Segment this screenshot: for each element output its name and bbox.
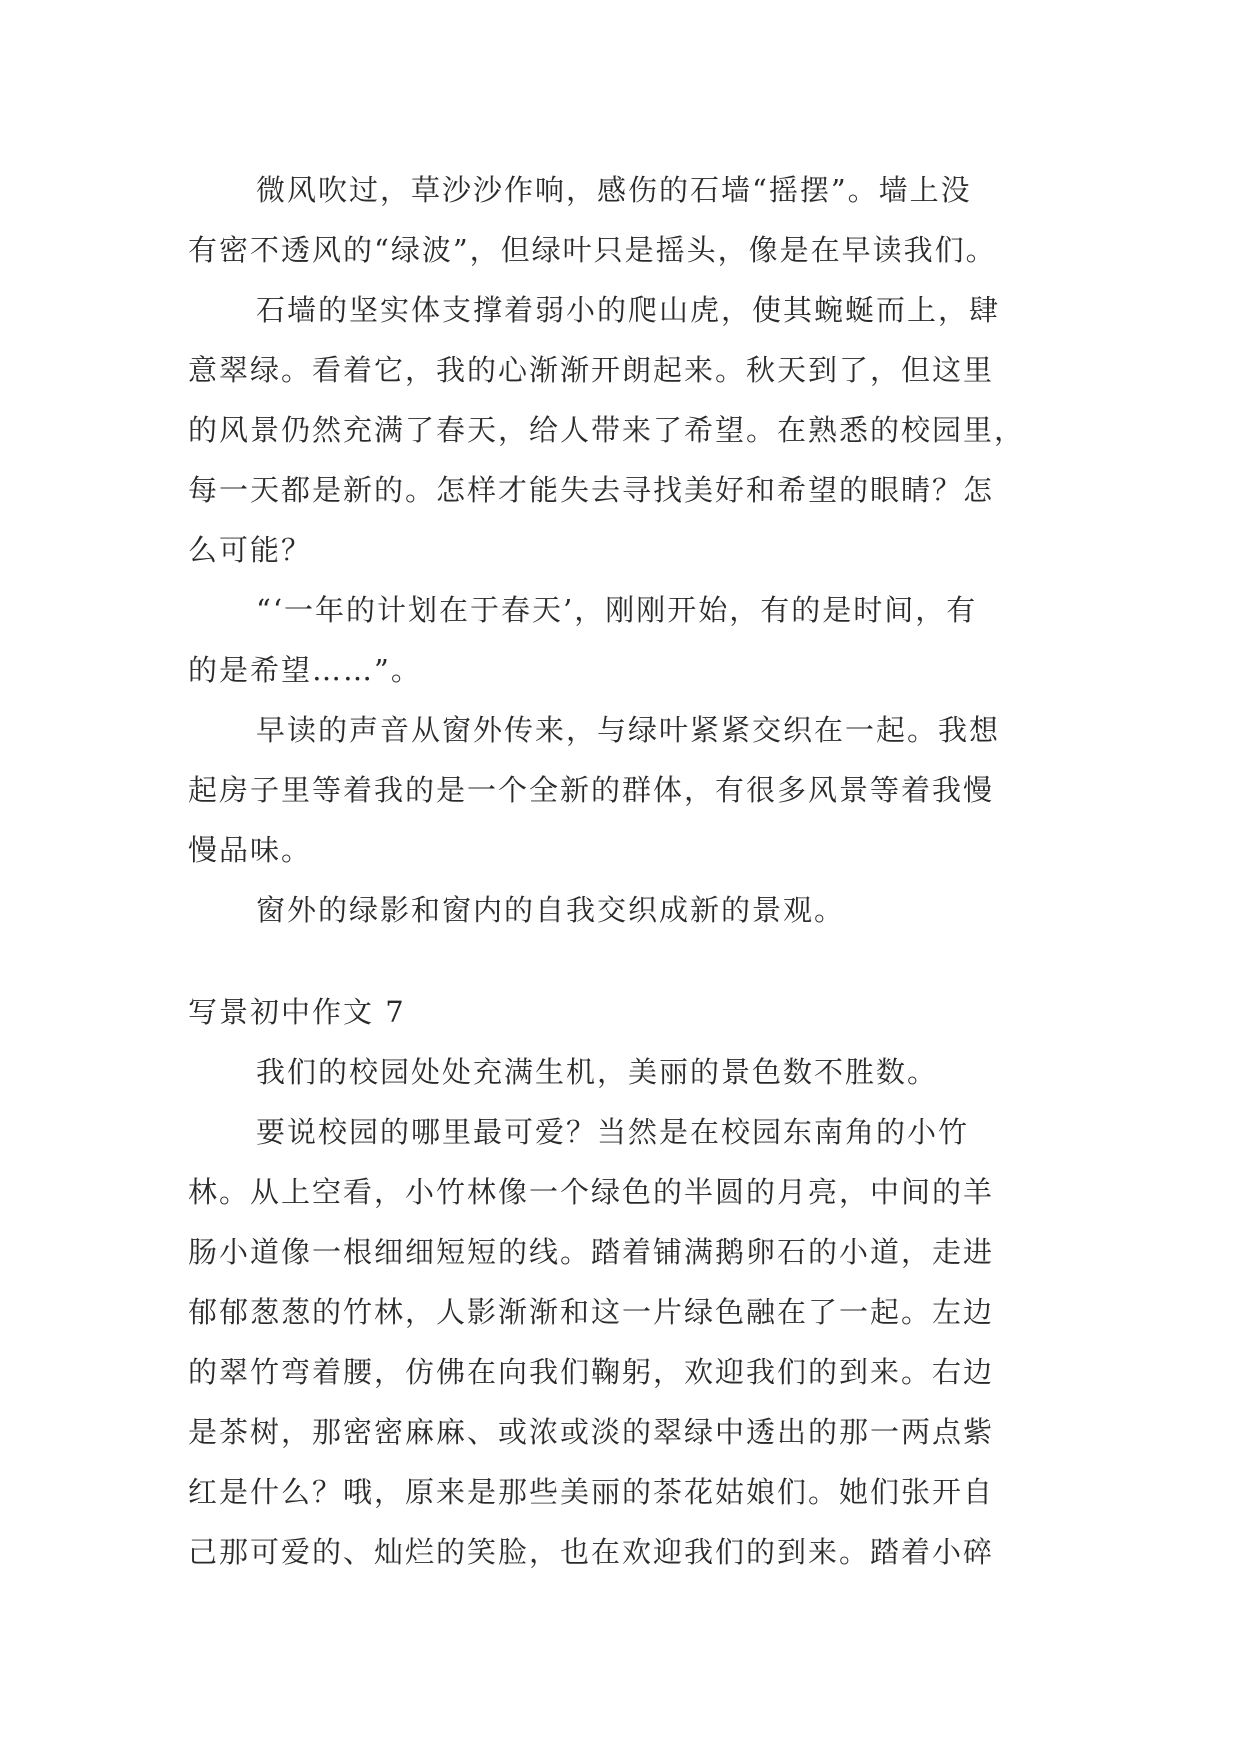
text-line: 己那可爱的、灿烂的笑脸，也在欢迎我们的到来。踏着小碎 bbox=[188, 1535, 995, 1569]
text-line: 的风景仍然充满了春天，给人带来了希望。在熟悉的校园里， bbox=[188, 413, 1026, 447]
text-line: 早读的声音从窗外传来，与绿叶紧紧交织在一起。我想 bbox=[256, 713, 1001, 747]
text-line: 石墙的坚实体支撑着弱小的爬山虎，使其蜿蜒而上，肆 bbox=[256, 293, 1001, 327]
paragraph bbox=[188, 280, 1058, 580]
text-line: 起房子里等着我的是一个全新的群体，有很多风景等着我慢 bbox=[188, 773, 995, 807]
text-line: 要说校园的哪里最可爱？当然是在校园东南角的小竹 bbox=[256, 1115, 970, 1149]
paragraph bbox=[188, 880, 1058, 940]
text-line: 我们的校园处处充满生机，美丽的景色数不胜数。 bbox=[256, 1055, 939, 1089]
text-line: 每一天都是新的。怎样才能失去寻找美好和希望的眼睛？怎 bbox=[188, 473, 995, 507]
text-line: 慢品味。 bbox=[188, 833, 313, 867]
text-line: 郁郁葱葱的竹林，人影渐渐和这一片绿色融在了一起。左边 bbox=[188, 1295, 995, 1329]
text-line: 红是什么？哦，原来是那些美丽的茶花姑娘们。她们张开自 bbox=[188, 1475, 995, 1509]
document-page bbox=[188, 160, 1058, 1582]
section-gap bbox=[188, 940, 1058, 982]
paragraph bbox=[188, 1042, 1058, 1102]
text-line: 微风吹过，草沙沙作响，感伤的石墙“摇摆”。墙上没 bbox=[256, 173, 972, 207]
text-line: 是茶树，那密密麻麻、或浓或淡的翠绿中透出的那一两点紫 bbox=[188, 1415, 995, 1449]
text-line: 窗外的绿影和窗内的自我交织成新的景观。 bbox=[256, 893, 846, 927]
text-line: 林。从上空看，小竹林像一个绿色的半圆的月亮，中间的羊 bbox=[188, 1175, 995, 1209]
text-line: 么可能？ bbox=[188, 533, 313, 567]
text-line: 肠小道像一根细细短短的线。踏着铺满鹅卵石的小道，走进 bbox=[188, 1235, 995, 1269]
paragraph bbox=[188, 700, 1058, 880]
text-line: 意翠绿。看着它，我的心渐渐开朗起来。秋天到了，但这里 bbox=[188, 353, 995, 387]
text-line: 的是希望……”。 bbox=[188, 653, 422, 687]
paragraph bbox=[188, 580, 1058, 700]
paragraph bbox=[188, 1102, 1058, 1582]
text-line: 有密不透风的“绿波”，但绿叶只是摇头，像是在早读我们。 bbox=[188, 233, 997, 267]
section-heading: 写景初中作文 7 bbox=[188, 995, 406, 1029]
text-line: “‘一年的计划在于春天’，刚刚开始，有的是时间，有 bbox=[256, 593, 978, 627]
paragraph bbox=[188, 160, 1058, 280]
text-line: 的翠竹弯着腰，仿佛在向我们鞠躬，欢迎我们的到来。右边 bbox=[188, 1355, 995, 1389]
